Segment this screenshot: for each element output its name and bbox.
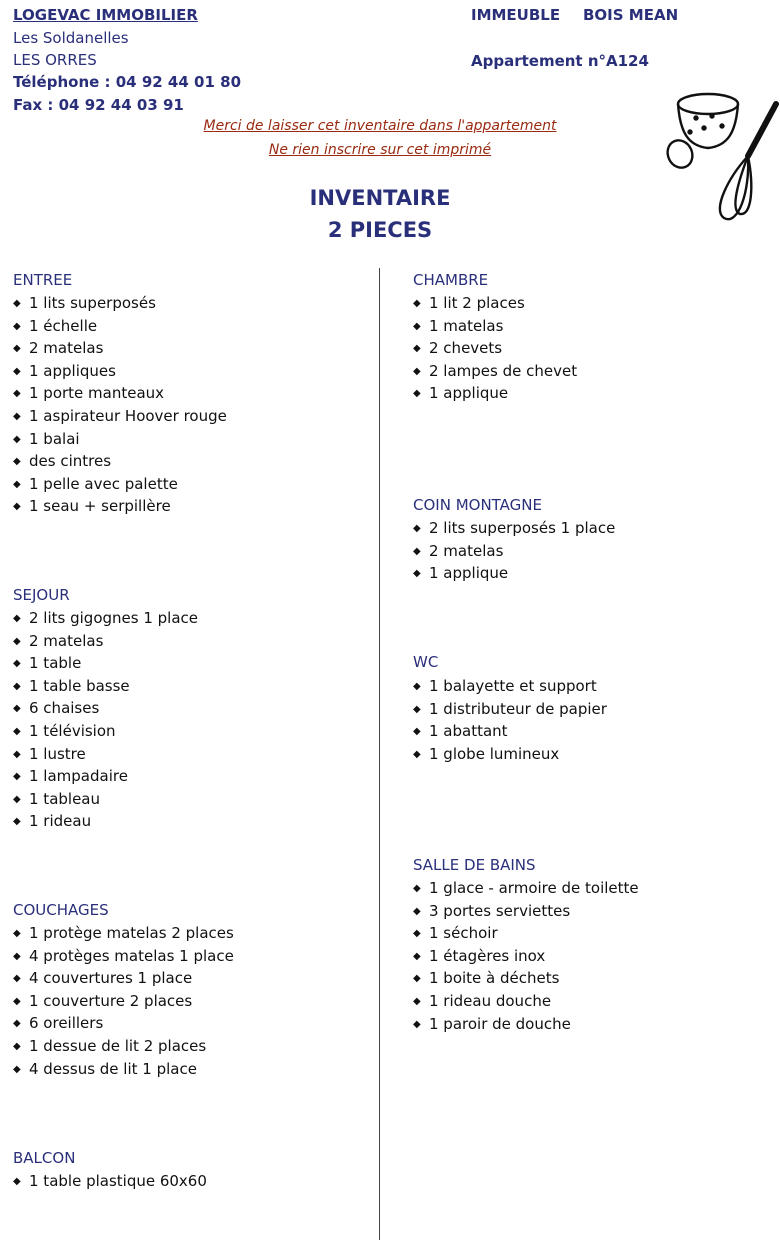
section-list-balcon bbox=[13, 1170, 207, 1193]
bullet-icon: ◆ bbox=[413, 950, 421, 962]
section-title-coin-montagne: COIN MONTAGNE bbox=[413, 496, 542, 514]
list-item: ◆ 6 oreillers bbox=[13, 1012, 234, 1035]
list-item: ◆ 1 lit 2 places bbox=[413, 292, 577, 315]
section-title-wc: WC bbox=[413, 653, 439, 671]
section-list-chambre bbox=[413, 292, 577, 405]
bullet-icon: ◆ bbox=[413, 1018, 421, 1030]
agency-name: LOGEVAC IMMOBILIER bbox=[13, 6, 198, 24]
list-item: ◆ 1 lampadaire bbox=[13, 765, 198, 788]
list-item: ◆ 3 portes serviettes bbox=[413, 900, 639, 923]
list-item: ◆ 2 matelas bbox=[413, 540, 615, 563]
building-name: BOIS MEAN bbox=[583, 6, 679, 24]
bullet-icon: ◆ bbox=[413, 343, 421, 355]
bullet-icon: ◆ bbox=[13, 613, 21, 624]
agency-residence: Les Soldanelles bbox=[13, 29, 129, 47]
list-item: ◆ 4 protèges matelas 1 place bbox=[13, 945, 234, 968]
bullet-icon: ◆ bbox=[13, 410, 21, 422]
bullet-icon: ◆ bbox=[413, 748, 421, 760]
bullet-icon: ◆ bbox=[13, 388, 21, 400]
list-item: ◆ 1 lits superposés bbox=[13, 292, 227, 315]
list-item: ◆ 2 matelas bbox=[13, 630, 198, 653]
section-list-entree bbox=[13, 292, 227, 518]
list-item: ◆ 1 applique bbox=[413, 382, 577, 405]
bullet-icon: ◆ bbox=[13, 771, 21, 783]
bullet-icon: ◆ bbox=[413, 320, 421, 332]
list-item: ◆ 1 couverture 2 places bbox=[13, 990, 234, 1013]
bullet-icon: ◆ bbox=[13, 635, 21, 647]
bullet-icon: ◆ bbox=[13, 1040, 21, 1052]
list-item: ◆ 1 table bbox=[13, 652, 198, 675]
list-item: ◆ 1 abattant bbox=[413, 720, 607, 743]
section-list-sejour bbox=[13, 607, 198, 833]
section-title-chambre: CHAMBRE bbox=[413, 271, 489, 289]
list-item: ◆ 1 dessue de lit 2 places bbox=[13, 1035, 234, 1058]
list-item: ◆ 1 séchoir bbox=[413, 922, 639, 945]
bullet-icon: ◆ bbox=[13, 343, 21, 355]
list-item: ◆ 6 chaises bbox=[13, 697, 198, 720]
bullet-icon: ◆ bbox=[13, 1176, 21, 1187]
bullet-icon: ◆ bbox=[13, 365, 21, 377]
notice-leave-inventory: Merci de laisser cet inventaire dans l'appartement bbox=[203, 118, 557, 134]
section-title-couchages: COUCHAGES bbox=[13, 901, 109, 919]
bullet-icon: ◆ bbox=[13, 478, 21, 490]
list-item: ◆ 1 matelas bbox=[413, 315, 577, 338]
section-list-wc bbox=[413, 675, 607, 765]
list-item: ◆ 1 applique bbox=[413, 562, 615, 585]
page-subtitle: 2 PIECES bbox=[327, 218, 433, 242]
list-item: ◆ 1 appliques bbox=[13, 360, 227, 383]
section-title-entree: ENTREE bbox=[13, 271, 73, 289]
bullet-icon: ◆ bbox=[13, 658, 21, 670]
list-item: ◆ 1 protège matelas 2 places bbox=[13, 922, 234, 945]
list-item: ◆ 1 seau + serpillère bbox=[13, 495, 227, 518]
page-title: INVENTAIRE bbox=[309, 186, 451, 210]
apartment-number: Appartement n°A124 bbox=[471, 52, 649, 70]
list-item: ◆ 2 lits superposés 1 place bbox=[413, 517, 615, 540]
list-item: ◆ 1 aspirateur Hoover rouge bbox=[13, 405, 227, 428]
list-item: ◆ 1 pelle avec palette bbox=[13, 473, 227, 496]
building-label: IMMEUBLE bbox=[471, 6, 561, 24]
bullet-icon: ◆ bbox=[13, 680, 21, 692]
bullet-icon: ◆ bbox=[13, 950, 21, 962]
bullet-icon: ◆ bbox=[413, 365, 421, 377]
list-item: ◆ 1 balayette et support bbox=[413, 675, 607, 698]
section-title-salle-de-bains: SALLE DE BAINS bbox=[413, 856, 536, 874]
bullet-icon: ◆ bbox=[13, 748, 21, 760]
bullet-icon: ◆ bbox=[13, 816, 21, 828]
list-item: ◆ 1 glace - armoire de toilette bbox=[413, 877, 639, 900]
bullet-icon: ◆ bbox=[13, 973, 21, 985]
list-item: ◆ 1 étagères inox bbox=[413, 945, 639, 968]
bullet-icon: ◆ bbox=[413, 545, 421, 557]
list-item: ◆ des cintres bbox=[13, 450, 227, 473]
list-item: ◆ 1 échelle bbox=[13, 315, 227, 338]
agency-phone: Téléphone : 04 92 44 01 80 bbox=[13, 73, 242, 91]
list-item: ◆ 1 porte manteaux bbox=[13, 382, 227, 405]
list-item: ◆ 2 lampes de chevet bbox=[413, 360, 577, 383]
list-item: ◆ 1 boite à déchets bbox=[413, 967, 639, 990]
bullet-icon: ◆ bbox=[413, 298, 421, 309]
bullet-icon: ◆ bbox=[413, 388, 421, 400]
bullet-icon: ◆ bbox=[13, 501, 21, 513]
section-list-couchages bbox=[13, 922, 234, 1080]
bullet-icon: ◆ bbox=[413, 726, 421, 738]
list-item: ◆ 2 matelas bbox=[13, 337, 227, 360]
agency-town: LES ORRES bbox=[13, 51, 97, 69]
section-title-balcon: BALCON bbox=[13, 1149, 76, 1167]
section-list-coin-montagne bbox=[413, 517, 615, 585]
list-item: ◆ 2 lits gigognes 1 place bbox=[13, 607, 198, 630]
list-item: ◆ 1 rideau bbox=[13, 810, 198, 833]
section-title-sejour: SEJOUR bbox=[13, 586, 70, 604]
list-item: ◆ 4 dessus de lit 1 place bbox=[13, 1058, 234, 1081]
bullet-icon: ◆ bbox=[413, 928, 421, 940]
bullet-icon: ◆ bbox=[13, 298, 21, 309]
list-item: ◆ 1 distributeur de papier bbox=[413, 698, 607, 721]
list-item: ◆ 1 paroir de douche bbox=[413, 1013, 639, 1036]
bullet-icon: ◆ bbox=[413, 973, 421, 985]
bullet-icon: ◆ bbox=[413, 995, 421, 1007]
list-item: ◆ 2 chevets bbox=[413, 337, 577, 360]
bullet-icon: ◆ bbox=[13, 995, 21, 1007]
bullet-icon: ◆ bbox=[413, 883, 421, 894]
bullet-icon: ◆ bbox=[413, 523, 421, 534]
list-item: ◆ 4 couvertures 1 place bbox=[13, 967, 234, 990]
bullet-icon: ◆ bbox=[413, 703, 421, 715]
bullet-icon: ◆ bbox=[13, 928, 21, 939]
bullet-icon: ◆ bbox=[13, 456, 21, 468]
list-item: ◆ 1 lustre bbox=[13, 743, 198, 766]
bullet-icon: ◆ bbox=[413, 905, 421, 917]
notice-do-not-write: Ne rien inscrire sur cet imprimé bbox=[268, 142, 492, 158]
list-item: ◆ 1 tableau bbox=[13, 788, 198, 811]
bullet-icon: ◆ bbox=[13, 793, 21, 805]
section-list-salle-de-bains bbox=[413, 877, 639, 1035]
bullet-icon: ◆ bbox=[13, 703, 21, 715]
bullet-icon: ◆ bbox=[413, 568, 421, 580]
bullet-icon: ◆ bbox=[13, 1063, 21, 1075]
bullet-icon: ◆ bbox=[413, 681, 421, 692]
agency-fax: Fax : 04 92 44 03 91 bbox=[13, 96, 184, 114]
bullet-icon: ◆ bbox=[13, 433, 21, 445]
list-item: ◆ 1 rideau douche bbox=[413, 990, 639, 1013]
bullet-icon: ◆ bbox=[13, 725, 21, 737]
bullet-icon: ◆ bbox=[13, 1018, 21, 1030]
list-item: ◆ 1 télévision bbox=[13, 720, 198, 743]
column-divider bbox=[379, 268, 380, 1240]
list-item: ◆ 1 globe lumineux bbox=[413, 743, 607, 766]
list-item: ◆ 1 balai bbox=[13, 428, 227, 451]
bullet-icon: ◆ bbox=[13, 320, 21, 332]
list-item: ◆ 1 table basse bbox=[13, 675, 198, 698]
list-item: ◆ 1 table plastique 60x60 bbox=[13, 1170, 207, 1193]
